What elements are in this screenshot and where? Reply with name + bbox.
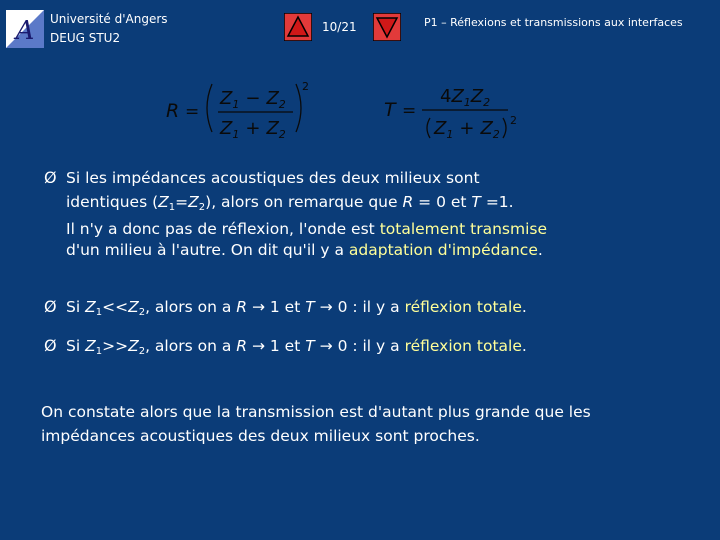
bullet-arrow-icon: Ø bbox=[44, 297, 57, 316]
university-logo bbox=[6, 10, 44, 48]
svg-text:Z1−Z2: $Z_1 - Z_2$ bbox=[220, 88, 286, 111]
svg-text:2: 2 bbox=[302, 80, 309, 93]
bullet-arrow-icon: Ø bbox=[44, 336, 57, 355]
explanation-line-2: d'un milieu à l'autre. On dit qu'il y a adaptation d'impédance. bbox=[66, 241, 543, 259]
institution-name: Université d'Angers bbox=[50, 12, 168, 26]
bullet-2: Si $Z_1<<Z_2$, alors on a R → 1 et T → 0 : il y a réflexion totale. bbox=[66, 298, 527, 318]
course-title: P1 – Réflexions et transmissions aux interfaces bbox=[424, 16, 683, 29]
conclusion-line-2: impédances acoustiques des deux milieux sont proches. bbox=[41, 427, 480, 445]
bullet-3: Si $Z_1>>Z_2$, alors on a R → 1 et T → 0 : il y a réflexion totale. bbox=[66, 337, 527, 357]
explanation-line-1: Il n'y a donc pas de réflexion, l'onde est totalement transmise bbox=[66, 220, 547, 238]
reflection-formula bbox=[160, 72, 320, 144]
page-indicator: 10/21 bbox=[322, 20, 357, 34]
bullet-1-line-1: Si les impédances acoustiques des deux milieux sont bbox=[66, 169, 480, 187]
conclusion-line-1: On constate alors que la transmission est d'autant plus grande que les bbox=[41, 403, 591, 421]
svg-text:A: A bbox=[15, 16, 35, 46]
svg-text:=: = bbox=[185, 102, 200, 122]
svg-text:Z1+Z2: $Z_1 + Z_2$ bbox=[220, 118, 286, 141]
svg-text:Z1+Z2: $Z_1 + Z_2$ bbox=[434, 118, 500, 141]
bullet-1-line-2: identiques $(Z_1=Z_2)$, alors on remarque que R = 0 et T =1. bbox=[66, 193, 514, 213]
transmission-formula bbox=[380, 80, 530, 146]
conclusion-paragraph bbox=[41, 400, 701, 448]
bullet-arrow-icon: Ø bbox=[44, 168, 57, 187]
next-slide-button[interactable] bbox=[373, 13, 401, 41]
previous-slide-button[interactable] bbox=[284, 13, 312, 41]
institution-block bbox=[50, 10, 168, 48]
svg-text:2: 2 bbox=[510, 114, 517, 127]
svg-text:4Z1Z2: $4Z_1Z_2$ bbox=[440, 86, 491, 109]
svg-text:=: = bbox=[402, 101, 417, 121]
svg-text:T: T bbox=[384, 99, 396, 121]
program-name: DEUG STU2 bbox=[50, 31, 121, 45]
svg-text:R: R bbox=[166, 100, 180, 122]
